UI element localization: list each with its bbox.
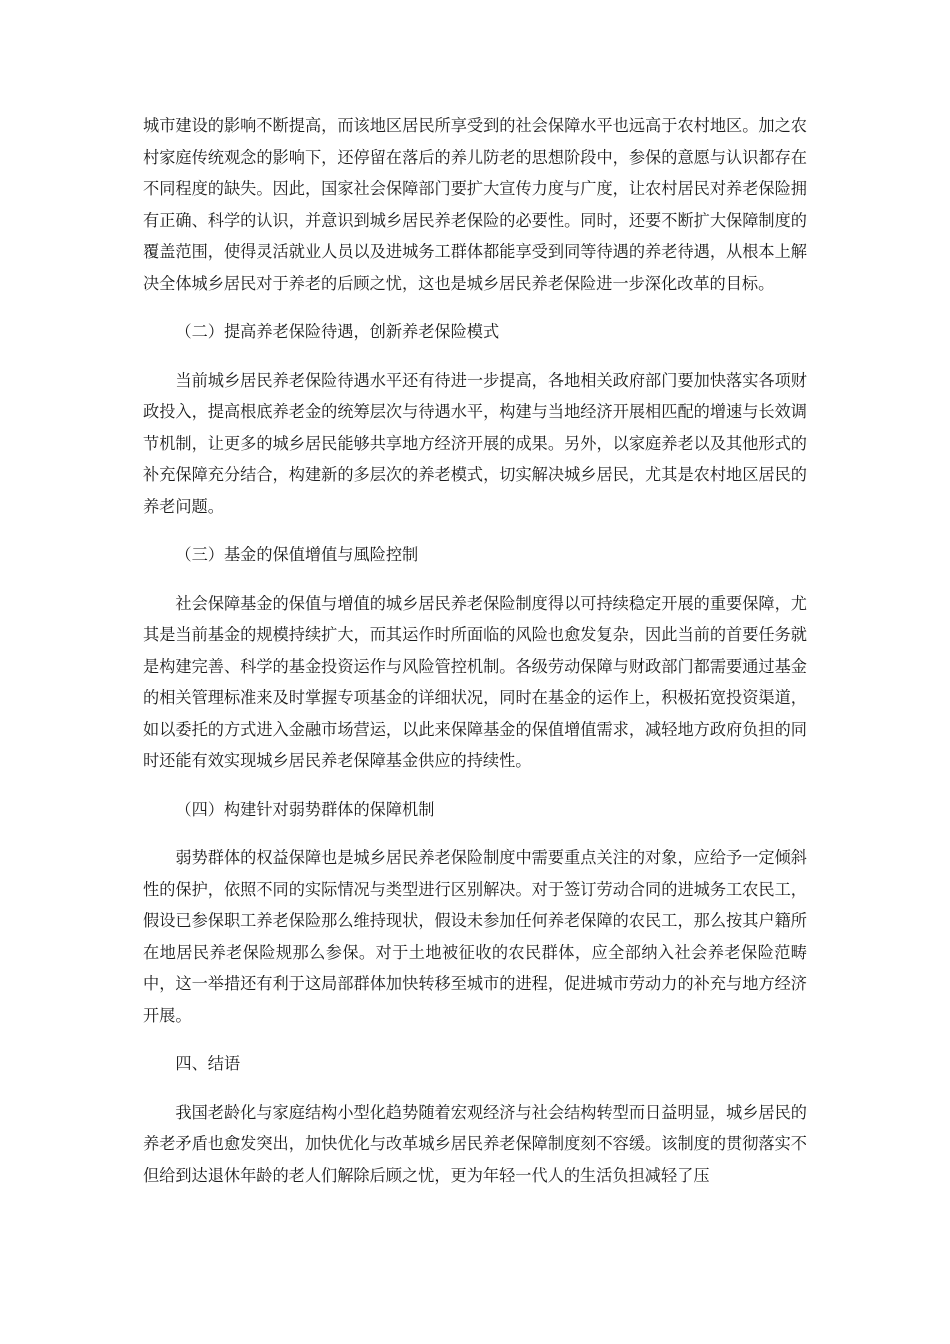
section-heading-fund-risk-control: （三）基金的保值增值与風险控制	[175, 545, 419, 564]
body-paragraph: 我国老龄化与家庭结构小型化趋势随着宏观经济与社会结构转型而日益明显，城乡居民的养老矛盾也愈发突出，加快优化与改革城乡居民养老保障制度刻不容缓。该制度的贯彻落实不但给到达退休年龄的老人们解除后顾之忧，更为年轻一代人的生活负担减轻了压	[143, 1102, 807, 1185]
section-heading-vulnerable-groups: （四）构建针对弱势群体的保障机制	[175, 799, 435, 819]
body-paragraph: 社会保障基金的保值与增值的城乡居民养老保险制度得以可持续稳定开展的重要保障，尤其是当前基金的规模持续扩大，而其运作时所面临的风险也愈发复杂，因此当前的首要任务就是构建完善、科学的基金投资运作与风险管控机制。各级劳动保障与财政部门都需要通过基金的相关管理标准来及时掌握专项基金的详细状况，同时在基金的运作上，积极拓宽投资渠道，如以委托的方式进入金融市场营运，以此来保障基金的保值增值需求，减轻地方政府负担的同时还能有效实现城乡居民养老保障基金供应的持续性。	[143, 593, 807, 770]
section-heading-conclusion: 四、结语	[175, 1054, 241, 1073]
document-page	[143, 110, 807, 1208]
body-paragraph: 弱势群体的权益保障也是城乡居民养老保险制度中需要重点关注的对象，应给予一定倾斜性的保护，依照不同的实际情况与类型进行区别解决。对于签订劳动合同的进城务工农民工，假设已参保职工养老保险那么维持现状，假设未参加任何养老保障的农民工，那么按其户籍所在地居民养老保险规那么参保。对于土地被征收的农民群体，应全部纳入社会养老保险范畴中，这一举措还有利于这局部群体加快转移至城市的进程，促进城市劳动力的补充与地方经济开展。	[143, 848, 807, 1025]
body-paragraph: 当前城乡居民养老保险待遇水平还有待进一步提高，各地相关政府部门要加快落实各项财政投入，提高根底养老金的统筹层次与待遇水平，构建与当地经济开展相匹配的增速与长效调节机制，让更多的城乡居民能够共享地方经济开展的成果。另外，以家庭养老以及其他形式的补充保障充分结合，构建新的多层次的养老模式，切实解决城乡居民，尤其是农村地区居民的养老问题。	[143, 370, 807, 516]
body-paragraph-continued: 城市建设的影响不断提高，而该地区居民所享受到的社会保障水平也远高于农村地区。加之农村家庭传统观念的影响下，还停留在落后的养儿防老的思想阶段中，参保的意愿与认识都存在不同程度的缺失。因此，国家社会保障部门要扩大宣传力度与广度，让农村居民对养老保险拥有正确、科学的认识，并意识到城乡居民养老保险的必要性。同时，还要不断扩大保障制度的覆盖范围，使得灵活就业人员以及进城务工群体都能享受到同等待遇的养老待遇，从根本上解决全体城乡居民对于养老的后顾之忧，这也是城乡居民养老保险进一步深化改革的目标。	[143, 116, 807, 293]
section-heading-improve-benefits: （二）提高养老保险待遇，创新养老保险模式	[175, 322, 500, 341]
